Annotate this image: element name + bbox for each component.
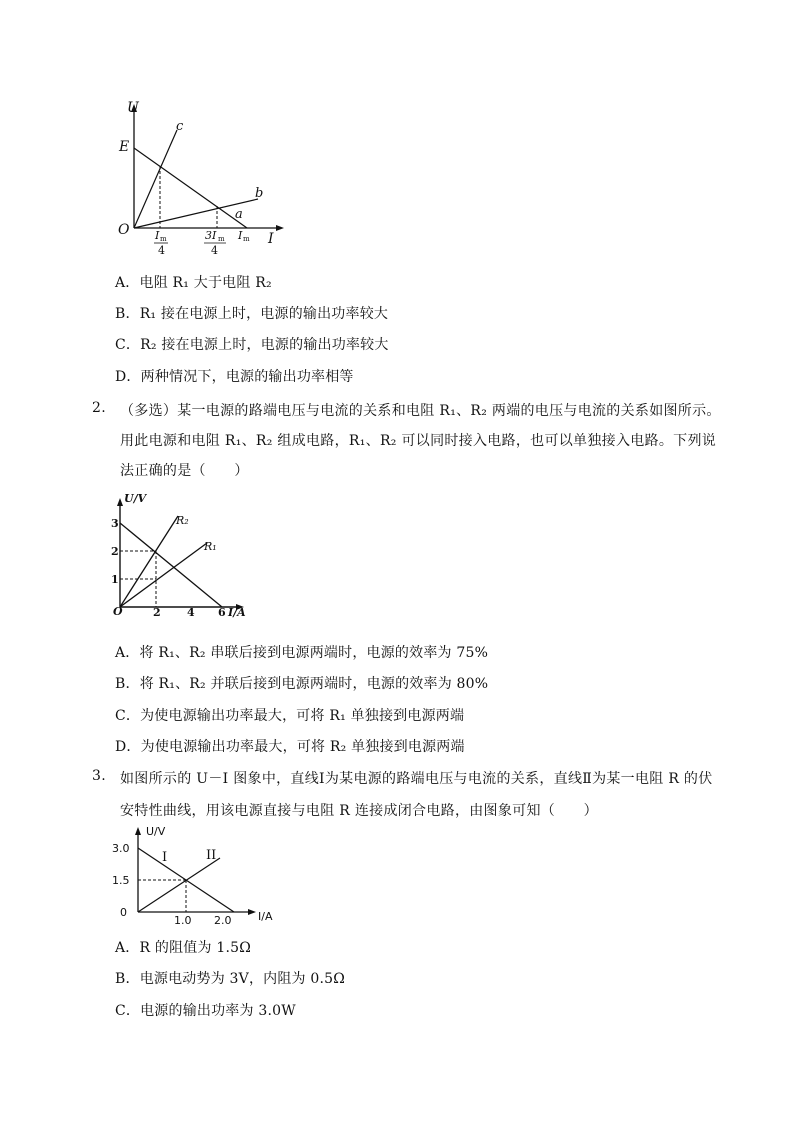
fig1-b-label: b [255, 186, 264, 201]
fig3-origin: 0 [120, 906, 127, 919]
fig1-tick1-sub: m [160, 235, 167, 243]
fig3-y-tick-3.0: 3.0 [112, 842, 130, 855]
fig3-line2-label: II [206, 848, 217, 863]
fig2-x-tick-6: 6 [218, 606, 226, 619]
fig1-tick3-sub: m [243, 235, 250, 243]
fig2-x-tick-2: 2 [153, 606, 161, 619]
fig2-r1-label: R₁ [204, 540, 217, 553]
fig2-r2-label: R₂ [176, 514, 189, 527]
fig3-x-tick-1.0: 1.0 [174, 914, 192, 927]
fig2-y-axis-label: U/V [124, 492, 147, 505]
fig2-origin: O [113, 605, 123, 618]
q1-option-d: D．两种情况下，电源的输出功率相等 [115, 369, 354, 385]
fig1-e-label: E [119, 139, 130, 155]
fig3-x-tick-2.0: 2.0 [214, 914, 232, 927]
fig1-i-label: I [268, 231, 274, 247]
figure-1-ui-graph [110, 98, 310, 258]
q1-option-a: A．电阻 R₁ 大于电阻 R₂ [115, 275, 272, 291]
q2-option-b: B．将 R₁、R₂ 并联后接到电源两端时，电源的效率为 80% [115, 676, 489, 692]
q2-option-a: A．将 R₁、R₂ 串联后接到电源两端时，电源的效率为 75% [115, 645, 489, 661]
q2-number: 2. [92, 400, 106, 416]
q2-option-d: D．为使电源输出功率最大，可将 R₂ 单独接到电源两端 [115, 739, 465, 755]
fig2-x-tick-4: 4 [187, 606, 195, 619]
fig3-y-tick-1.5: 1.5 [112, 874, 130, 887]
q2-option-c: C．为使电源输出功率最大，可将 R₁ 单独接到电源两端 [115, 708, 465, 724]
q1-option-b: B．R₁ 接在电源上时，电源的输出功率较大 [115, 306, 389, 322]
fig1-u-label: U [127, 100, 139, 116]
fig3-line1-label: I [162, 850, 168, 865]
fig1-tick1-num: I [155, 229, 160, 242]
fig2-y-tick-3: 3 [111, 517, 119, 530]
fig3-y-axis-label: U/V [146, 825, 166, 838]
fig2-y-tick-2: 2 [111, 545, 119, 558]
q2-stem-line2: 用此电源和电阻 R₁、R₂ 组成电路，R₁、R₂ 可以同时接入电路，也可以单独接入电路。下列说 [120, 433, 717, 449]
fig1-tick2-num: 3I [205, 229, 217, 242]
fig1-c-label: c [176, 119, 184, 134]
fig2-y-tick-1: 1 [111, 573, 119, 586]
fig1-origin-label: O [118, 222, 130, 238]
fig1-tick2-den: 4 [211, 244, 218, 257]
q1-option-c: C．R₂ 接在电源上时，电源的输出功率较大 [115, 337, 389, 353]
q2-stem-line3: 法正确的是（ ） [120, 463, 249, 479]
figure-2-ui-graph [110, 492, 250, 617]
fig2-x-axis-label: I/A [228, 606, 246, 619]
fig1-tick1-den: 4 [158, 244, 165, 257]
figure-3-ui-graph [110, 823, 290, 928]
fig1-tick2-sub: m [218, 235, 225, 243]
fig3-x-axis-label: I/A [258, 910, 273, 923]
q3-option-a: A．R 的阻值为 1.5Ω [115, 940, 252, 956]
q3-stem-line1: 如图所示的 U－I 图象中，直线Ⅰ为某电源的路端电压与电流的关系，直线Ⅱ为某一电阻 R 的伏 [120, 771, 713, 787]
fig1-tick3: I [238, 229, 243, 242]
q3-option-c: C．电源的输出功率为 3.0W [115, 1003, 296, 1019]
q3-number: 3. [92, 768, 106, 784]
q3-option-b: B．电源电动势为 3V，内阻为 0.5Ω [115, 971, 346, 987]
q2-stem-line1: （多选）某一电源的路端电压与电流的关系和电阻 R₁、R₂ 两端的电压与电流的关系如图所示。 [120, 403, 721, 419]
q3-stem-line2: 安特性曲线，用该电源直接与电阻 R 连接成闭合电路，由图象可知（ ） [120, 803, 598, 819]
fig1-a-label: a [235, 207, 243, 222]
